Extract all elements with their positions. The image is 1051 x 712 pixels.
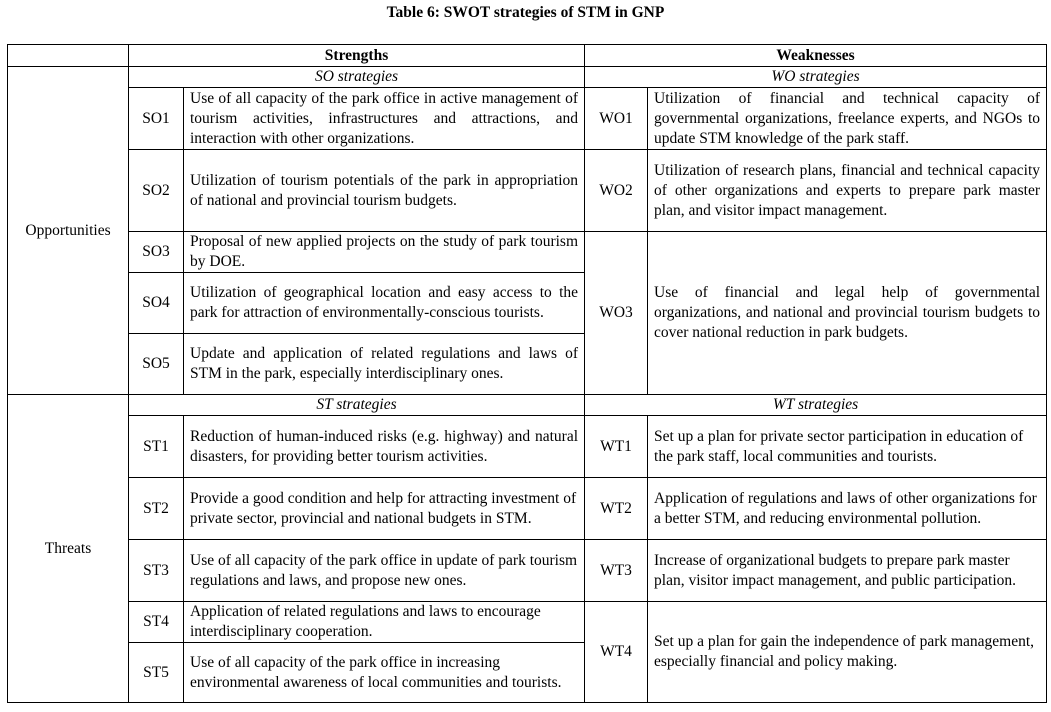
opportunities-label: Opportunities bbox=[8, 67, 129, 395]
corner-cell bbox=[8, 45, 129, 67]
strategy-code: SO2 bbox=[129, 150, 184, 232]
strategy-text: Increase of organizational budgets to prepare park master plan, visitor impact management, and public participation. bbox=[648, 540, 1047, 602]
strategy-text: Use of financial and legal help of governmental organizations, and national and provincial tourism budgets to cover national reduction in park budgets. bbox=[648, 232, 1047, 395]
strategy-text: Update and application of related regulations and laws of STM in the park, especially interdisciplinary ones. bbox=[184, 334, 585, 395]
strategy-text: Utilization of research plans, financial and technical capacity of other organizations and experts to prepare park master plan, and visitor impact management. bbox=[648, 150, 1047, 232]
swot-table bbox=[7, 44, 1047, 703]
st-strategies-label: ST strategies bbox=[129, 395, 585, 416]
threats-label: Threats bbox=[8, 395, 129, 703]
strategy-text: Set up a plan for private sector participation in education of the park staff, local communities and tourists. bbox=[648, 416, 1047, 478]
strategy-text: Utilization of financial and technical capacity of governmental organizations, freelance experts, and NGOs to update STM knowledge of the park staff. bbox=[648, 88, 1047, 150]
wo-strategies-label: WO strategies bbox=[585, 67, 1047, 88]
strategy-code: WT2 bbox=[585, 478, 648, 540]
strategy-text: Use of all capacity of the park office in active management of tourism activities, infrastructures and attractions, and interaction with other organizations. bbox=[184, 88, 585, 150]
strategy-code: WO3 bbox=[585, 232, 648, 395]
strategy-code: SO5 bbox=[129, 334, 184, 395]
strategy-code: WT4 bbox=[585, 602, 648, 703]
so-strategies-label: SO strategies bbox=[129, 67, 585, 88]
strategy-text: Set up a plan for gain the independence of park management, especially financial and policy making. bbox=[648, 602, 1047, 703]
strategy-code: ST5 bbox=[129, 643, 184, 703]
strategy-code: WT1 bbox=[585, 416, 648, 478]
strategy-code: ST4 bbox=[129, 602, 184, 643]
strategy-code: SO3 bbox=[129, 232, 184, 273]
wt-strategies-label: WT strategies bbox=[585, 395, 1047, 416]
strategy-text: Utilization of geographical location and easy access to the park for attraction of environmentally-conscious tourists. bbox=[184, 273, 585, 334]
strategy-text: Application of regulations and laws of other organizations for a better STM, and reducing environmental pollution. bbox=[648, 478, 1047, 540]
strategy-text: Use of all capacity of the park office in update of park tourism regulations and laws, and propose new ones. bbox=[184, 540, 585, 602]
strategy-text: Reduction of human-induced risks (e.g. highway) and natural disasters, for providing better tourism activities. bbox=[184, 416, 585, 478]
strategy-text: Utilization of tourism potentials of the park in appropriation of national and provincial tourism budgets. bbox=[184, 150, 585, 232]
strategy-code: WT3 bbox=[585, 540, 648, 602]
strategy-text: Application of related regulations and laws to encourage interdisciplinary cooperation. bbox=[184, 602, 585, 643]
strategy-code: ST1 bbox=[129, 416, 184, 478]
strategy-code: WO2 bbox=[585, 150, 648, 232]
strategy-code: SO1 bbox=[129, 88, 184, 150]
strategy-code: ST2 bbox=[129, 478, 184, 540]
table-title: Table 6: SWOT strategies of STM in GNP bbox=[386, 4, 665, 21]
strategy-code: ST3 bbox=[129, 540, 184, 602]
weaknesses-header: Weaknesses bbox=[585, 45, 1047, 67]
strengths-header: Strengths bbox=[129, 45, 585, 67]
strategy-text: Provide a good condition and help for attracting investment of private sector, provincial and national budgets in STM. bbox=[184, 478, 585, 540]
strategy-code: SO4 bbox=[129, 273, 184, 334]
header-row bbox=[8, 45, 1047, 67]
strategy-code: WO1 bbox=[585, 88, 648, 150]
strategy-text: Use of all capacity of the park office in increasing environmental awareness of local communities and tourists. bbox=[184, 643, 585, 703]
strategy-text: Proposal of new applied projects on the study of park tourism by DOE. bbox=[184, 232, 585, 273]
